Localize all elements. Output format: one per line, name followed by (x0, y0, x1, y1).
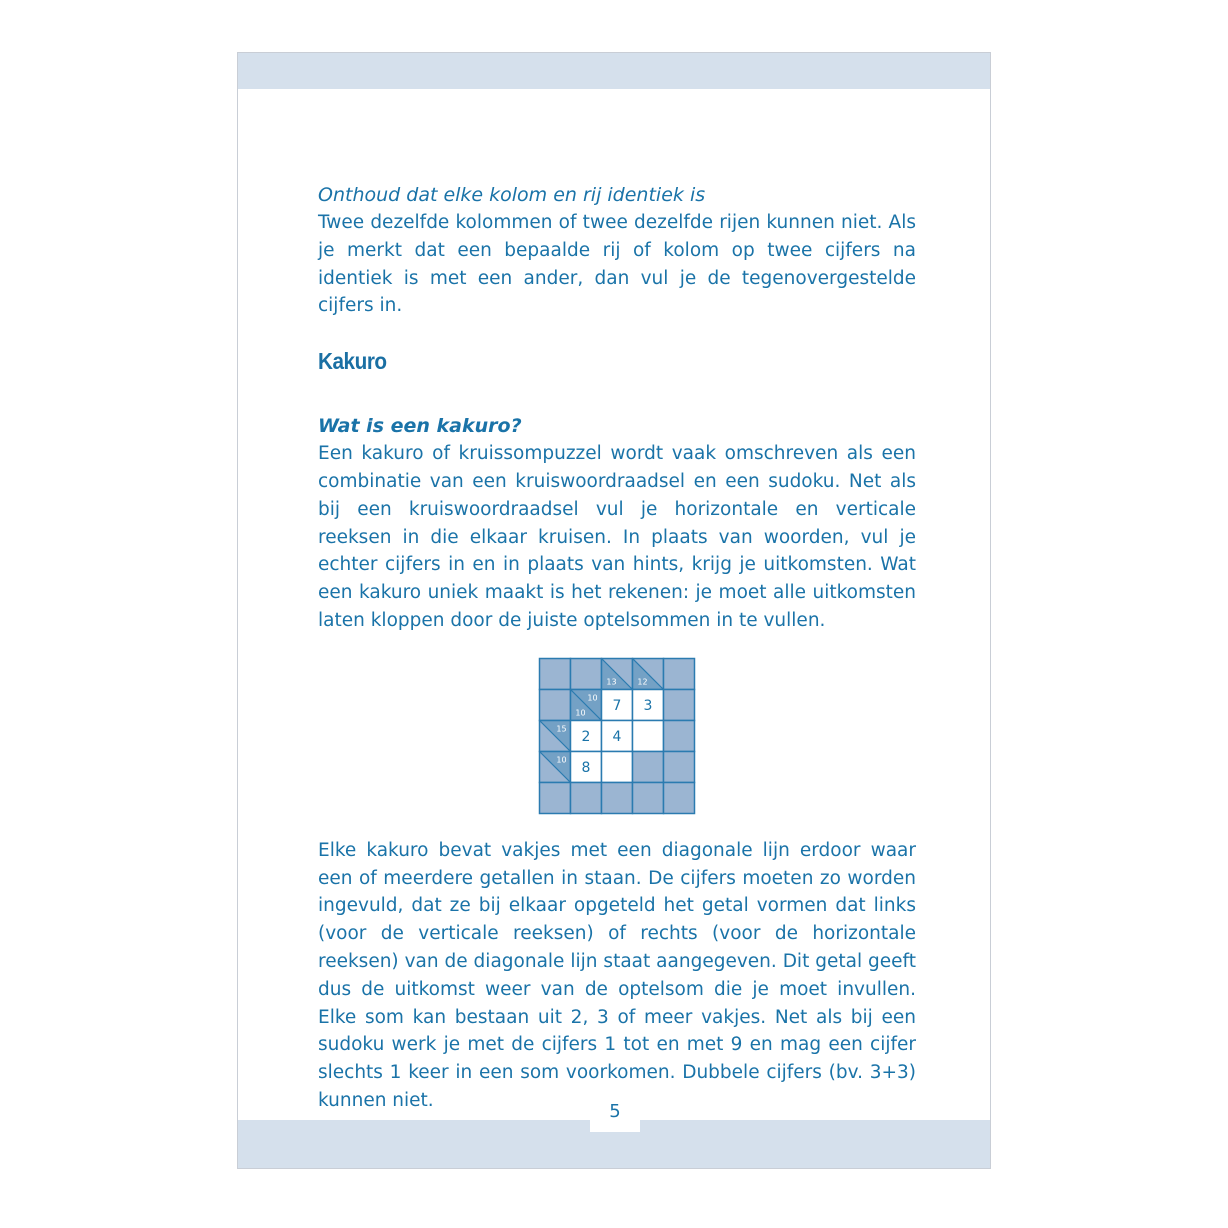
kakuro-cell-r4c2 (602, 782, 633, 813)
section-heading-identical: Onthoud dat elke kolom en rij identiek is (318, 184, 706, 206)
kakuro-cell-r3c2 (602, 751, 633, 782)
kakuro-cell-r4c4 (664, 782, 695, 813)
kakuro-digit: 2 (581, 728, 591, 745)
kakuro-clue-across: 10 (587, 693, 598, 703)
kakuro-cell-r2c4 (664, 720, 695, 751)
kakuro-cell-r0c1 (571, 658, 602, 689)
kakuro-digit: 8 (581, 759, 591, 776)
book-page (237, 52, 991, 1169)
kakuro-digit: 3 (643, 697, 653, 714)
page-content (318, 181, 916, 1115)
kakuro-digit: 7 (612, 697, 622, 714)
header-band (238, 53, 990, 89)
kakuro-cell-r1c4 (664, 689, 695, 720)
kakuro-cell-r3c3 (633, 751, 664, 782)
kakuro-figure (538, 657, 696, 815)
kakuro-cell-r4c3 (633, 782, 664, 813)
kakuro-cell-r4c1 (571, 782, 602, 813)
kakuro-grid (538, 657, 696, 815)
kakuro-clue-down: 13 (606, 677, 617, 687)
kakuro-cell-r4c0 (540, 782, 571, 813)
kakuro-clue-down: 12 (637, 677, 648, 687)
kakuro-digit: 4 (612, 728, 622, 745)
kakuro-cell-r1c0 (540, 689, 571, 720)
kakuro-clue-across: 10 (556, 755, 567, 765)
paragraph-intro: Een kakuro of kruissompuzzel wordt vaak omschreven als een combinatie van een kruiswoordraadsel en een sudoku. Net als bij een kruiswoordraadsel vul je horizontale en verticale reeksen in die elkaar kruisen. In plaats van woorden, vul je echter cijfers in en in plaats van hints, krijg je uitkomsten. Wat een kakuro uniek maakt is het rekenen: je moet alle uitkomsten laten kloppen door de juiste optelsommen in te vullen. (318, 443, 916, 631)
section-title-kakuro: Kakuro (318, 348, 387, 375)
kakuro-cell-r2c3 (633, 720, 664, 751)
kakuro-clue-down: 10 (575, 708, 586, 718)
kakuro-cell-r0c0 (540, 658, 571, 689)
question-heading: Wat is een kakuro? (318, 415, 522, 438)
page-number: 5 (590, 1096, 640, 1132)
kakuro-cell-r0c4 (664, 658, 695, 689)
kakuro-cell-r3c4 (664, 751, 695, 782)
paragraph-identical: Twee dezelfde kolommen of twee dezelfde rijen kunnen niet. Als je merkt dat een bepaalde rij of kolom op twee cijfers na identiek is met een ander, dan vul je de tegenovergestelde cijfers in. (318, 212, 916, 317)
paragraph-rules: Elke kakuro bevat vakjes met een diagonale lijn erdoor waar een of meerdere getallen in staan. De cijfers moeten zo worden ingevuld, dat ze bij elkaar opgeteld het getal vormen dat links (voor de verticale reeksen) of rechts (voor de horizontale reeksen) van de diagonale lijn staat aangegeven. Dit getal geeft dus de uitkomst weer van de optelsom die je moet invullen. Elke som kan bestaan uit 2, 3 of meer vakjes. Net als bij een sudoku werk je met de cijfers 1 tot en met 9 en mag een cijfer slechts 1 keer in een som voorkomen. Dubbele cijfers (bv. 3+3) kunnen niet. (318, 839, 916, 1111)
kakuro-clue-across: 15 (556, 724, 567, 734)
